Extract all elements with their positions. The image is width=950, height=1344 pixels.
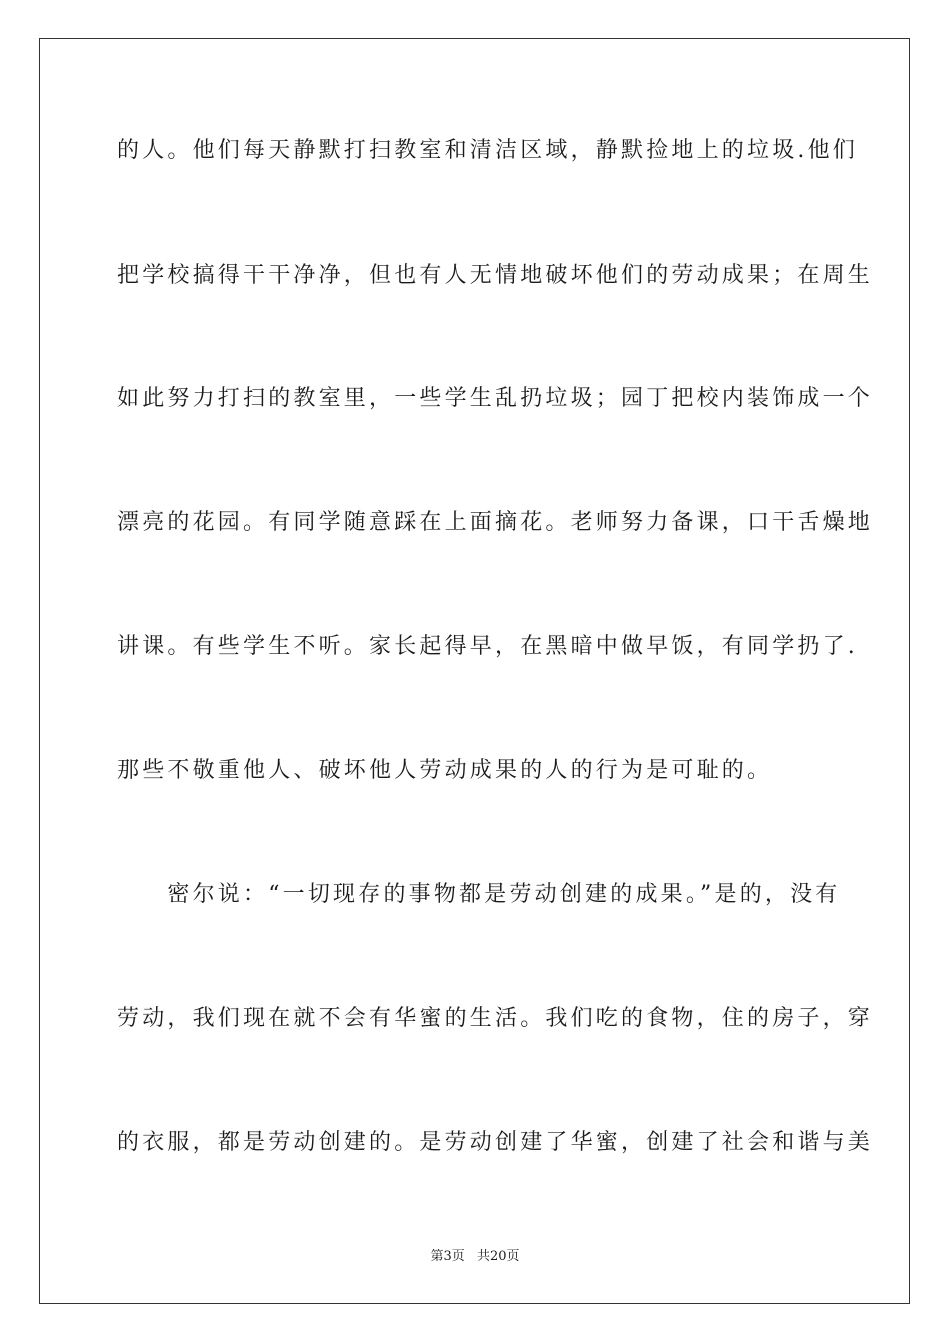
text-line-6: 那些不敬重他人、破坏他人劳动成果的人的行为是可耻的。 (117, 758, 773, 783)
page-footer (0, 1248, 950, 1266)
page-total: 共20页 (476, 1249, 520, 1264)
page-number: 第3页 (430, 1249, 465, 1264)
text-line-5: 讲课。有些学生不听。家长起得早，在黑暗中做早饭，有同学扔了. (117, 634, 858, 659)
text-line-3: 如此努力打扫的教室里，一些学生乱扔垃圾；园丁把校内装饰成一个 (117, 386, 874, 411)
text-line-1: 的人。他们每天静默打扫教室和清洁区域，静默捡地上的垃圾.他们 (117, 138, 858, 163)
text-line-4: 漂亮的花园。有同学随意踩在上面摘花。老师努力备课，口干舌燥地 (117, 510, 874, 535)
text-line-9: 的衣服，都是劳动创建的。是劳动创建了华蜜，创建了社会和谐与美 (117, 1130, 874, 1155)
text-line-2: 把学校搞得干干净净，但也有人无情地破坏他们的劳动成果；在周生 (117, 263, 874, 288)
page-border (39, 38, 910, 1304)
text-line-8: 劳动，我们现在就不会有华蜜的生活。我们吃的食物，住的房子，穿 (117, 1006, 874, 1031)
text-line-7: 密尔说：“一切现存的事物都是劳动创建的成果。”是的，没有 (117, 882, 841, 907)
